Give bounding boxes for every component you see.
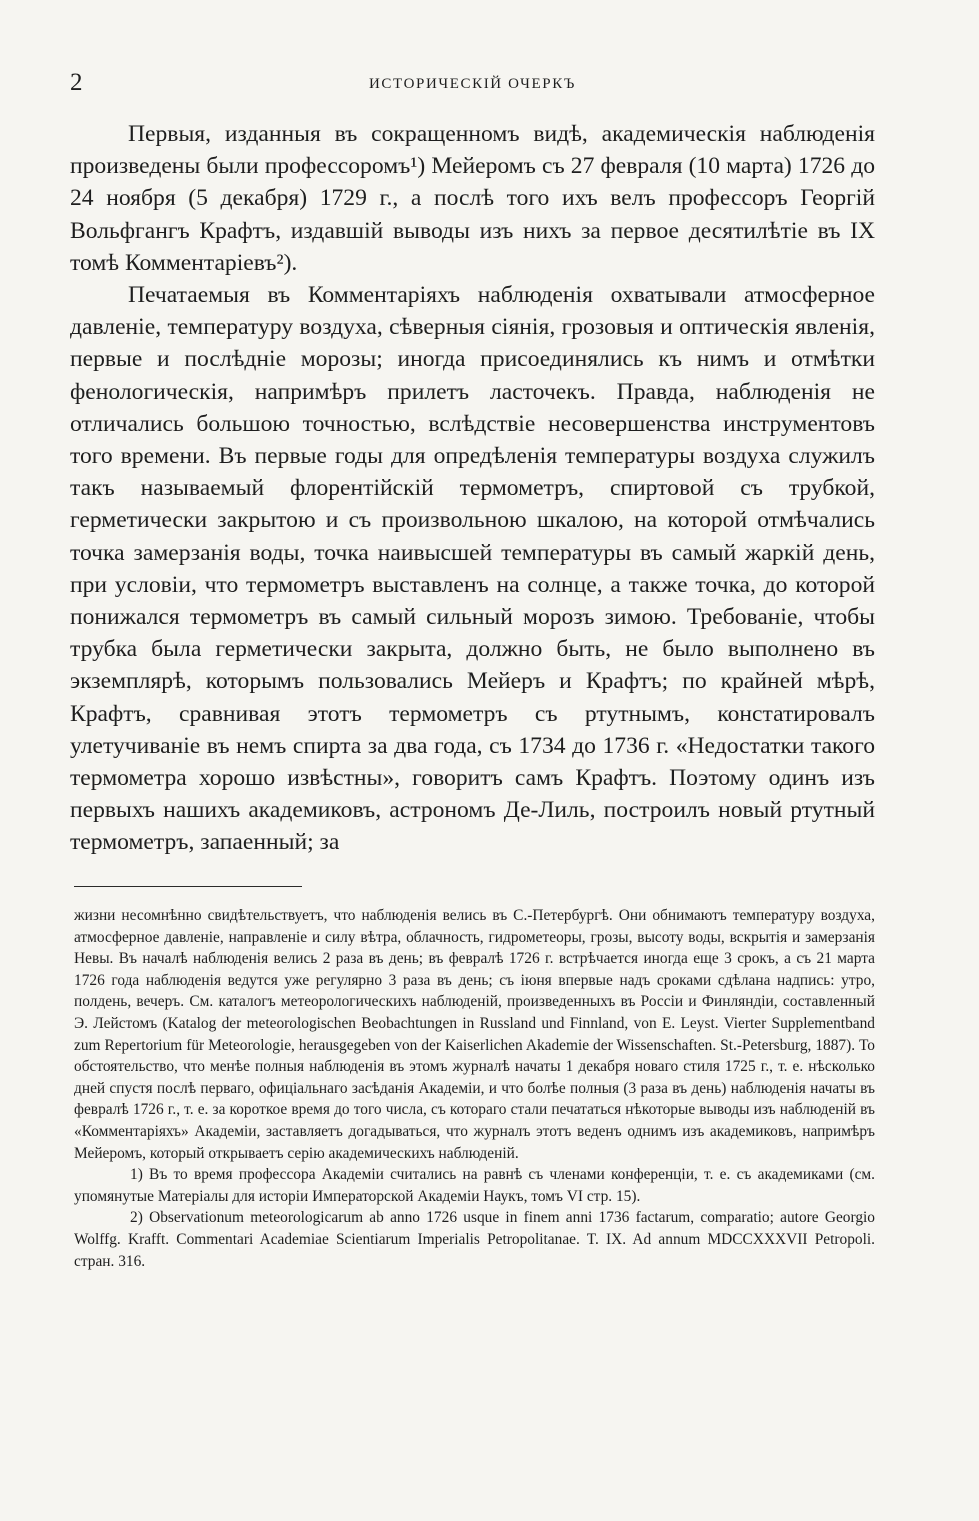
- page-number: 2: [70, 69, 83, 96]
- paragraph: Печатаемыя въ Комментаріяхъ наблюденія охватывали атмосферное давленіе, температуру воздуха, сѣверныя сіянія, грозовыя и оптическія явленія, первые и послѣдніе морозы; иногда присоединялись къ нимъ и отмѣтки фенологическія, напримѣръ прилетъ ласточекъ. Правда, наблюденія не отличались большою точностью, вслѣдствіе несовершенства инструментовъ того времени. Въ первые годы для опредѣленія температуры воздуха служилъ такъ называемый флорентійскій термометръ, спиртовой съ трубкой, герметически закрытою и съ произвольною шкалою, на которой отмѣчались точка замерзанія воды, точка наивысшей температуры въ самый жаркій день, при условіи, что термометръ выставленъ на солнце, а также точка, до которой понижался термометръ въ самый сильный морозъ зимою. Требованіе, чтобы трубка была герметически закрыта, должно быть, не было выполнено въ экземплярѣ, которымъ пользовались Мейеръ и Крафтъ; по крайней мѣрѣ, Крафтъ, сравнивая этотъ термометръ съ ртутнымъ, констатировалъ улетучиваніе въ немъ спирта за два года, съ 1734 до 1736 г. «Недостатки такого термометра хорошо извѣстны», говоритъ самъ Крафтъ. Поэтому одинъ изъ первыхъ нашихъ академиковъ, астрономъ Де-Лиль, построилъ новый ртутный термометръ, запаенный; за: [70, 282, 875, 856]
- running-head: ИСТОРИЧЕСКІЙ ОЧЕРКЪ: [368, 76, 577, 92]
- page-header: [70, 66, 875, 100]
- footnote-continuation: жизни несомнѣнно свидѣтельствуетъ, что наблюденія велись въ С.-Петербургѣ. Они обнимаютъ температуру воздуха, атмосферное давленіе, направленіе и силу вѣтра, облачность, гидрометеоры, грозы, высоту воды, вскрытія и замерзанія Невы. Въ началѣ наблюденія велись 2 раза въ день; въ февралѣ 1726 г. встрѣчается иногда еще 3 срокъ, а съ 21 марта 1726 года наблюденія ведутся уже регулярно 3 раза въ день; съ іюня впервые надъ сроками сдѣлана надпись: утро, полдень, вечеръ. См. каталогъ метеорологическихъ наблюденій, произведенныхъ въ Россіи и Финляндіи, составленный Э. Лейстомъ (Katalog der meteorologischen Beobachtungen in Russland und Finnland, von E. Leyst. Vierter Supplementband zum Repertorium für Meteorologie, herausgegeben von der Kaiserlichen Akademie der Wissenschaften. St.-Petersburg, 1887). То обстоятельство, что менѣе полныя наблюденія въ этомъ журналѣ начаты 1 декабря новаго стиля 1725 г., т. е. нѣсколько дней спустя послѣ перваго, офиціальнаго засѣданія Академіи, и что болѣе полныя (3 раза въ день) наблюденія начаты въ февралѣ 1726 г., т. е. за короткое время до того числа, съ котораго стали печататься нѣкоторые выводы изъ наблюденій въ «Комментаріяхъ» Академіи, заставляетъ догадываться, что журналъ этотъ веденъ однимъ изъ академиковъ, напримѣръ Мейеромъ, который открываетъ серію академическихъ наблюденій.: [74, 907, 875, 1162]
- paragraph: Первыя, изданныя въ сокращенномъ видѣ, академическія наблюденія произведены были профессоромъ¹) Мейеромъ съ 27 февраля (10 марта) 1726 до 24 ноября (5 декабря) 1729 г., а послѣ того ихъ велъ профессоръ Георгій Вольфгангъ Крафтъ, издавшій выводы изъ нихъ за первое десятилѣтіе въ IX томѣ Комментаріевъ²).: [70, 121, 875, 276]
- footnote-rule: [74, 886, 302, 887]
- footnotes: [74, 905, 875, 1272]
- main-text: [70, 118, 875, 859]
- footnote-2: 2) Observationum meteorologicarum ab anno 1726 usque in finem anni 1736 factarum, comparatio; autore Georgio Wolffg. Krafft. Commentari Academiae Scientiarum Imperialis Petropolitanae. T. IX. Ad annum MDCCXXXVII Petropoli. стран. 316.: [74, 1209, 875, 1270]
- footnote-1: 1) Въ то время профессора Академіи считались на равнѣ съ членами конференціи, т. е. съ академиками (см. упомянутые Матеріалы для исторіи Императорской Академіи Наукъ, томъ VI стр. 15).: [74, 1166, 875, 1205]
